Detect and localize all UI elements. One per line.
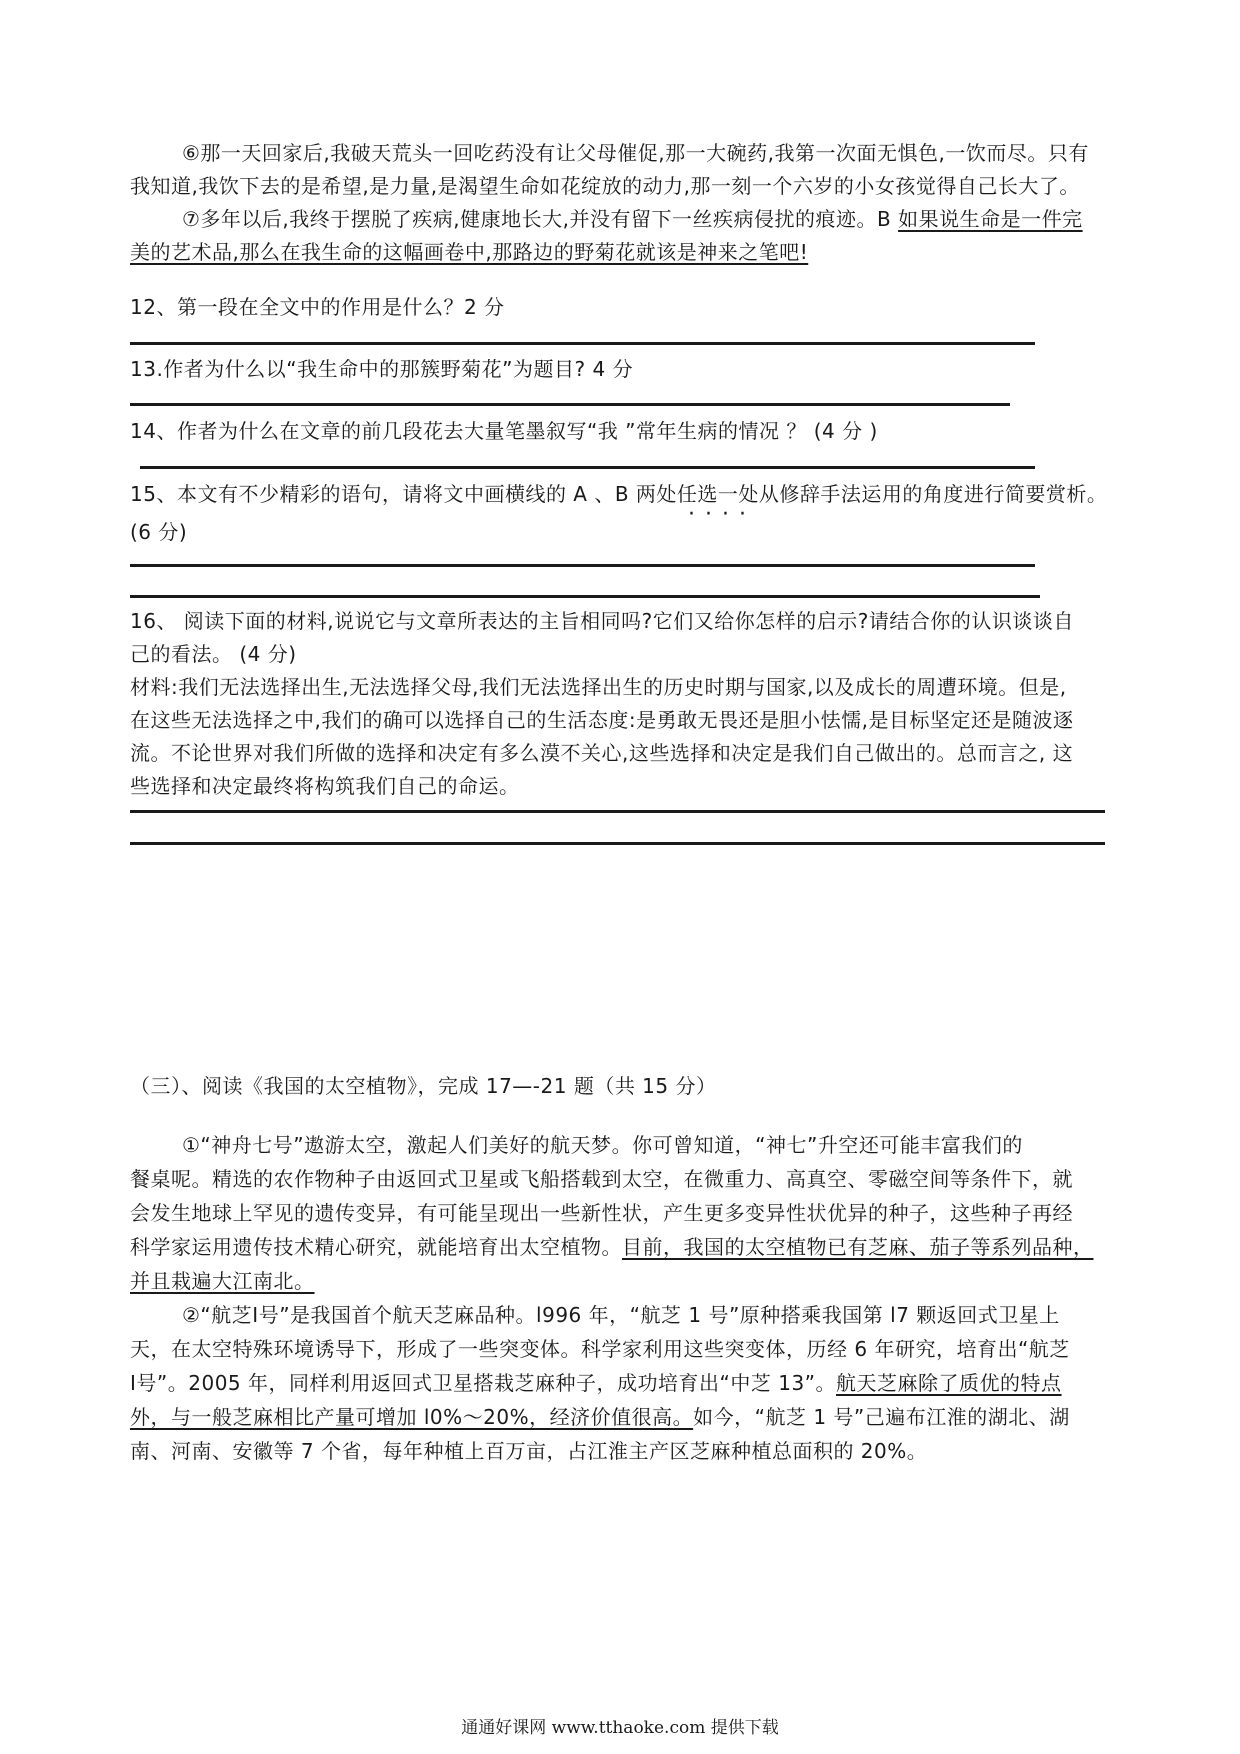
para7-line1 [130,205,1182,233]
underlined-sentence-1: 目前，我国的太空植物已有芝麻、茄子等系列品种， [622,1235,1094,1259]
section3-p1-line3: 会发生地球上罕见的遗传变异，有可能呈现出一些新性状，产生更多变异性状优异的种子，这些种子再经 [130,1201,1073,1225]
answer-line-q13 [130,403,1010,406]
material-line1: 材料:我们无法选择出生,无法选择父母,我们无法选择出生的历史时期与国家,以及成长的周遭环境。但是, [130,675,1067,699]
answer-line-q16-1 [130,810,1105,813]
section3-p1-line2: 餐桌呢。精选的农作物种子由返回式卫星或飞船搭载到太空，在微重力、高真空、零磁空间等条件下，就 [130,1167,1073,1191]
question-16-line2: 己的看法。 (4 分) [130,642,297,666]
answer-line-q12 [130,342,1035,345]
section3-p2-line4 [130,1403,1130,1431]
section3-p2-line3 [130,1369,1130,1397]
para6-line2: 我知道,我饮下去的是希望,是力量,是渴望生命如花绽放的动力,那一刻一个六岁的小女孩觉得自己长大了。 [130,174,1080,198]
section3-p1-line4-text: 科学家运用遗传技术精心研究，就能培育出太空植物。 [130,1235,622,1259]
section3-p1-line4 [130,1233,1130,1261]
section3-p2-line5: 南、河南、安徽等 7 个省，每年种植上百万亩，占江淮主产区芝麻种植总面积的 20%。 [130,1439,928,1463]
emphasis-dots: ···· [688,502,756,527]
question-13: 13.作者为什么以“我生命中的那簇野菊花”为题目? 4 分 [130,357,634,381]
para6-line1: ⑥那一天回家后,我破天荒头一回吃药没有让父母催促,那一大碗药,我第一次面无惧色,一饮而尽。只有 [182,141,1089,165]
section-3-heading: （三）、阅读《我国的太空植物》，完成 17—-21 题（共 15 分） [130,1074,717,1098]
section3-p2-line1: ②“航芝Ⅰ号”是我国首个航天芝麻品种。l996 年，“航芝 1 号”原种搭乘我国第 l7 颗返回式卫星上 [182,1303,1060,1327]
section3-p2-line3-text: Ⅰ号”。2005 年，同样利用返回式卫星搭栽芝麻种子，成功培育出“中芝 13”。 [130,1371,837,1395]
underlined-sentence-b-part1: 如果说生命是一件完 [898,207,1083,231]
question-14: 14、作者为什么在文章的前几段花去大量笔墨叙写“我 ”常年生病的情况 ？ (4 分 ) [130,419,878,443]
section3-p1-line5 [130,1267,1130,1295]
footer-credit: 通通好课网 www.tthaoke.com 提供下载 [461,1718,779,1738]
question-12: 12、第一段在全文中的作用是什么？2 分 [130,295,505,319]
material-line4: 些选择和决定最终将构筑我们自己的命运。 [130,774,520,798]
question-16-line1: 16、 阅读下面的材料,说说它与文章所表达的主旨相同吗?它们又给你怎样的启示?请结合你的认识谈谈自 [130,609,1074,633]
material-line2: 在这些无法选择之中,我们的确可以选择自己的生活态度:是勇敢无畏还是胆小怯懦,是目标坚定还是随波逐 [130,708,1074,732]
underlined-sentence-2: 航天芝麻除了质优的特点 [836,1371,1062,1395]
section3-p1-line1: ①“神舟七号”遨游太空，激起人们美好的航天梦。你可曾知道，“神七”升空还可能丰富我们的 [182,1133,1023,1157]
section3-p2-line2: 天，在太空特殊环境诱导下，形成了一些突变体。科学家利用这些突变体，历经 6 年研究，培育出“航芝 [130,1337,1070,1361]
underlined-sentence-2-cont: 外，与一般芝麻相比产量可增加 l0%～20%，经济价值很高。 [130,1405,694,1429]
underlined-sentence-1-cont: 并且栽遍大江南北。 [130,1269,315,1293]
para7-line2 [130,238,1130,266]
answer-line-q14 [140,466,1035,469]
answer-line-q15-2 [130,595,1040,598]
underlined-sentence-b-part2: 美的艺术品,那么在我生命的这幅画卷中,那路边的野菊花就该是神来之笔吧! [130,240,809,264]
section3-p2-line4-text: 如今，“航芝 1 号”己遍布江淮的湖北、湖 [693,1405,1070,1429]
question-15-line1: 15、本文有不少精彩的语句，请将文中画横线的 A 、B 两处任选一处从修辞手法运用的角度进行简要赏析。 [130,482,1108,506]
answer-line-q16-2 [130,842,1105,845]
answer-line-q15-1 [130,564,1035,567]
para7-line1-text: ⑦多年以后,我终于摆脱了疾病,健康地长大,并没有留下一丝疾病侵扰的痕迹。B [182,207,899,231]
material-line3: 流。不论世界对我们所做的选择和决定有多么漠不关心,这些选择和决定是我们自己做出的。总而言之, 这 [130,741,1074,765]
question-15-line2: (6 分) [130,520,188,544]
